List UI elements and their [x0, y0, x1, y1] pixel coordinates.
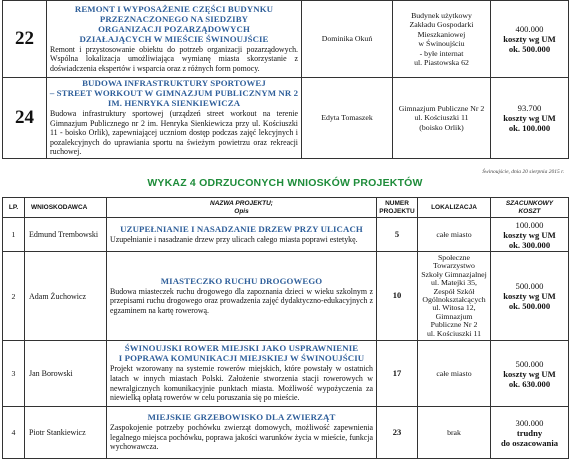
table-row: [3, 78, 569, 159]
project-cell: [47, 1, 302, 78]
row-applicant: Jan Borowski: [25, 341, 107, 407]
row-lp: 3: [3, 341, 25, 407]
project-number: 22: [3, 1, 47, 78]
project-author: Edyta Tomaszek: [302, 78, 393, 159]
project-cost: 300.000 trudny do oszacowania: [491, 407, 569, 459]
project-author: Dominika Okuń: [302, 1, 393, 78]
header-lp: LP.: [3, 198, 25, 218]
project-cost: 500.000 koszty wg UM ok. 500.000: [491, 252, 569, 341]
row-lp: 2: [3, 252, 25, 341]
project-location: całe miasto: [418, 218, 491, 252]
date-note: Świnoujście, dnia 20 sierpnia 2015 r.: [482, 169, 564, 175]
project-description: Budowa infrastruktury sportowej (urządzeń street workout na terenie Gimnazjum Publicznego nr 2 im. Henryka Sienkiewicza przy ul. Kościuszki 11 - boisko Orlik), zapewniającej uczniom dostęp podczas zajęć lekcyjnych i pozalekcyjnych do uprawiania sportu na świeżym powietrzu oraz rekreacji ruchowej.: [50, 109, 298, 157]
project-description: Zaspokojenie potrzeby pochówku zwierząt domowych, możliwość zapewnienia legalnego miejsca pochówku, poprawa jakości warunków życia w mieście, funkcja wychowawcza.: [110, 423, 373, 452]
table-header-row: [3, 198, 569, 218]
project-location: Społeczne Towarzystwo Szkoły Gimnazjalnej ul. Matejki 35, Zespół Szkół Ogólnokształcących ul. Witosa 12, Gimnazjum Publiczne Nr 2 ul. Kościuszki 11: [418, 252, 491, 341]
project-cell: [107, 252, 377, 341]
table-row: [3, 218, 569, 252]
row-lp: 4: [3, 407, 25, 459]
rejected-projects-table: [2, 197, 569, 459]
project-number: 10: [377, 252, 418, 341]
row-lp: 1: [3, 218, 25, 252]
project-cost: 400.000 koszty wg UM ok. 500.000: [491, 1, 569, 78]
project-description: Remont i przystosowanie obiektu do potrzeb organizacji pozarządowych. Wspólna lokalizacja umożliwiająca wymianę miasta skorzystanie z doświadczenia ekspertów i wsparcia oraz z różnych form pomocy.: [50, 44, 298, 73]
project-title: BUDOWA INFRASTRUKTURY SPORTOWEJ – STREET WORKOUT W GIMNAZJUM PUBLICZNYM NR 2 IM. HENRYKA SIENKIEWICZA: [49, 78, 299, 108]
row-applicant: Piotr Stankiewicz: [25, 407, 107, 459]
project-number: 5: [377, 218, 418, 252]
project-location: Budynek użytkowy Zakładu Gospodarki Mieszkaniowej w Świnoujściu - byłe internat ul. Piastowska 62: [393, 1, 491, 78]
row-applicant: Adam Żuchowicz: [25, 252, 107, 341]
project-title: ŚWINOUJSKI ROWER MIEJSKI JAKO USPRAWNIENIE I POPRAWA KOMUNIKACJI MIEJSKIEJ W ŚWINOUJŚCIU: [118, 343, 365, 364]
project-description: Projekt wzorowany na systemie rowerów miejskich, które powstały w ostatnich latach w innych miastach Polski. Założenie stworzenia stacji rowerowych w newralgicznych komunikacyjnie punktach miasta. Możliwość wypożyczenia za niewielką opłatą rowerów w celu poruszania się po mieście.: [110, 364, 373, 403]
project-cost: 500.000 koszty wg UM ok. 630.000: [491, 341, 569, 407]
header-location: LOKALIZACJA: [418, 198, 491, 218]
table-row: [3, 252, 569, 341]
project-number: 17: [377, 341, 418, 407]
project-title: MIEJSKIE GRZEBOWISKO DLA ZWIERZĄT: [147, 412, 336, 423]
table-row: [3, 341, 569, 407]
table-row: [3, 407, 569, 459]
project-cost: 93.700 koszty wg UM ok. 100.000: [491, 78, 569, 159]
project-description: Uzupełnianie i nasadzanie drzew przy ulicach całego miasta poprawi estetykę.: [110, 234, 358, 244]
header-number: NUMER PROJEKTU: [377, 198, 418, 218]
section-title: WYKAZ 4 ODRZUCONYCH WNIOSKÓW PROJEKTÓW: [147, 177, 423, 189]
row-applicant: Edmund Trembowski: [25, 218, 107, 252]
project-cell: [47, 78, 302, 159]
header-project: NAZWA PROJEKTU; Opis: [107, 198, 377, 218]
project-location: całe miasto: [418, 341, 491, 407]
project-cost: 100.000 koszty wg UM ok. 300.000: [491, 218, 569, 252]
project-cell: [107, 341, 377, 407]
project-location: Gimnazjum Publiczne Nr 2 ul. Kościuszki 11 (boisko Orlik): [393, 78, 491, 159]
project-cell: [107, 407, 377, 459]
header-cost: SZACUNKOWY KOSZT: [491, 198, 569, 218]
project-number: 24: [3, 78, 47, 159]
project-title: REMONT I WYPOSAŻENIE CZĘŚCI BUDYNKU PRZEZNACZONEGO NA SIEDZIBY ORGANIZACJI POZARZĄDOWYCH DZIAŁAJĄCYCH W MIEŚCIE ŚWINOUJŚCIE: [74, 3, 274, 44]
project-title: MIASTECZKO RUCHU DROGOWEGO: [160, 275, 323, 286]
project-location: brak: [418, 407, 491, 459]
project-number: 23: [377, 407, 418, 459]
approved-projects-table: [2, 0, 569, 159]
header-applicant: WNIOSKODAWCA: [25, 198, 107, 218]
table-row: [3, 1, 569, 78]
project-title: UZUPEŁNIANIE I NASADZANIE DRZEW PRZY ULICACH: [120, 223, 363, 234]
project-description: Budowa miasteczek ruchu drogowego dla zapoznania dzieci w wieku szkolnym z przepisami ruchu drogowego oraz prowadzenia zajęć dydaktyczno-edukacyjnych z egzaminem na kartę rowerową.: [110, 286, 373, 315]
project-cell: [107, 218, 377, 252]
